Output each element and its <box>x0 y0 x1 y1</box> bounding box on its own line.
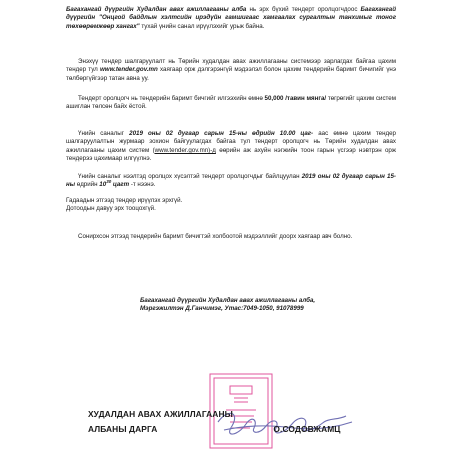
deadline-tail: өөрийн аж ахуйн нэгжийн тоон гарын үсгээр нэвтрэн орж тендерээ цахимаар илгүүлнэ. <box>66 146 396 163</box>
fee-paragraph <box>66 95 396 112</box>
intro-tail: тухай үнийн санал ирүүлэхийг урьж байна. <box>139 22 265 30</box>
system-tail: хаягаар орж дэлгэрэнгүй мэдээлэл болон цахим тендерийн баримт бичигийг үнэ төлбөргүйгээр татан авна уу. <box>66 66 396 82</box>
system-text: Энэхүү тендер шалгаруулалт нь Төрийн худалдан авах ажиллагааны системээр зарлагдах байгаа цахим тендер тул <box>66 58 396 74</box>
fee-amount: 50,000 /тавин мянга/ <box>264 95 327 102</box>
agency-name: Багахангай дүүргийн Худалдан авах ажиллагааны алба <box>66 6 247 13</box>
intro-text: нь эрх бүхий тендерт оролцогчдоос <box>246 6 361 13</box>
contact-person: Мэргэжилтэн Д.Ганчимэг, Утас:7049-1050, 91078999 <box>140 305 304 313</box>
opening-paragraph <box>66 173 396 190</box>
stamp-emblem <box>226 386 256 428</box>
opening-hour: 10 <box>99 181 107 189</box>
deadline-date: 2019 оны 02 дугаар сарын 15-ны өдрийн 10.00 цаг- <box>129 130 314 137</box>
signatory-title-line1: ХУДАЛДАН АВАХ АЖИЛЛАГААНЫ <box>88 409 233 419</box>
opening-date: 2019 оны 02 дугаар сарын 15-ны <box>66 173 396 189</box>
opening-time-unit: цагт <box>111 181 130 189</box>
fee-text: Тендерт оролцогч нь тендерийн баримт бичгийг илгээхийн өмнө <box>78 95 265 102</box>
signatory-name: О.СОДОВЖАМЦ <box>273 424 341 434</box>
tender-system-link[interactable]: www.tender.gov.mn)-д <box>154 146 216 154</box>
deadline-mid: аас өмнө цахим тендер шалгаруулалтын журмаар зохион байгуулагдах байгаа тул тендерт оролцогч нь Төрийн худалдан авах ажиллагааны цахим систем ( <box>66 130 396 154</box>
foreign-entity-note: Гадаадын этгээд тендер ирүүлэх эрхгүй. <box>66 197 183 204</box>
eligibility-paragraph <box>66 197 396 214</box>
system-paragraph <box>66 58 396 83</box>
tender-website-link[interactable]: www.tender.gov.mn <box>99 66 158 74</box>
contact-info-paragraph <box>66 233 396 241</box>
signatory-title-line2 <box>88 424 341 434</box>
domestic-preference-note: Дотоодын давуу эрх тооцохгүй. <box>66 205 156 213</box>
tender-title: Багахангай дүүргийн "Онцгой байдлын хэлтсийн ирэдүйн гамшигаас хамгаалах сургалтын танхимыг тоног төхөөрөмжөөр хангах" <box>66 6 396 30</box>
deadline-text: Үнийн саналыг <box>78 130 130 137</box>
opening-mid: өдрийн <box>75 181 100 189</box>
deadline-paragraph <box>66 130 396 164</box>
contact-info-text: Сонирхсон этгээд тендерийн баримт бичигтэй холбоотой мэдээллийг доорх хаягаар авч болно. <box>78 233 353 240</box>
opening-tail: -т нээнэ. <box>129 181 156 189</box>
opening-text: Үнийн саналыг нээлтэд оролцох хүсэлтэй тендерт оролцогчдыг байлцуулан <box>78 173 302 180</box>
contact-block <box>140 297 420 314</box>
intro-paragraph <box>66 6 396 31</box>
contact-agency: Багахангай дүүргийн Худалдан авах ажиллагааны алба, <box>140 297 316 304</box>
signatory-position: АЛБАНЫ ДАРГА <box>88 424 158 434</box>
fee-tail: төгрөгийг цахим систем ашиглан төлсөн байх ёстой. <box>66 95 396 111</box>
opening-minute: 30 <box>106 179 112 185</box>
